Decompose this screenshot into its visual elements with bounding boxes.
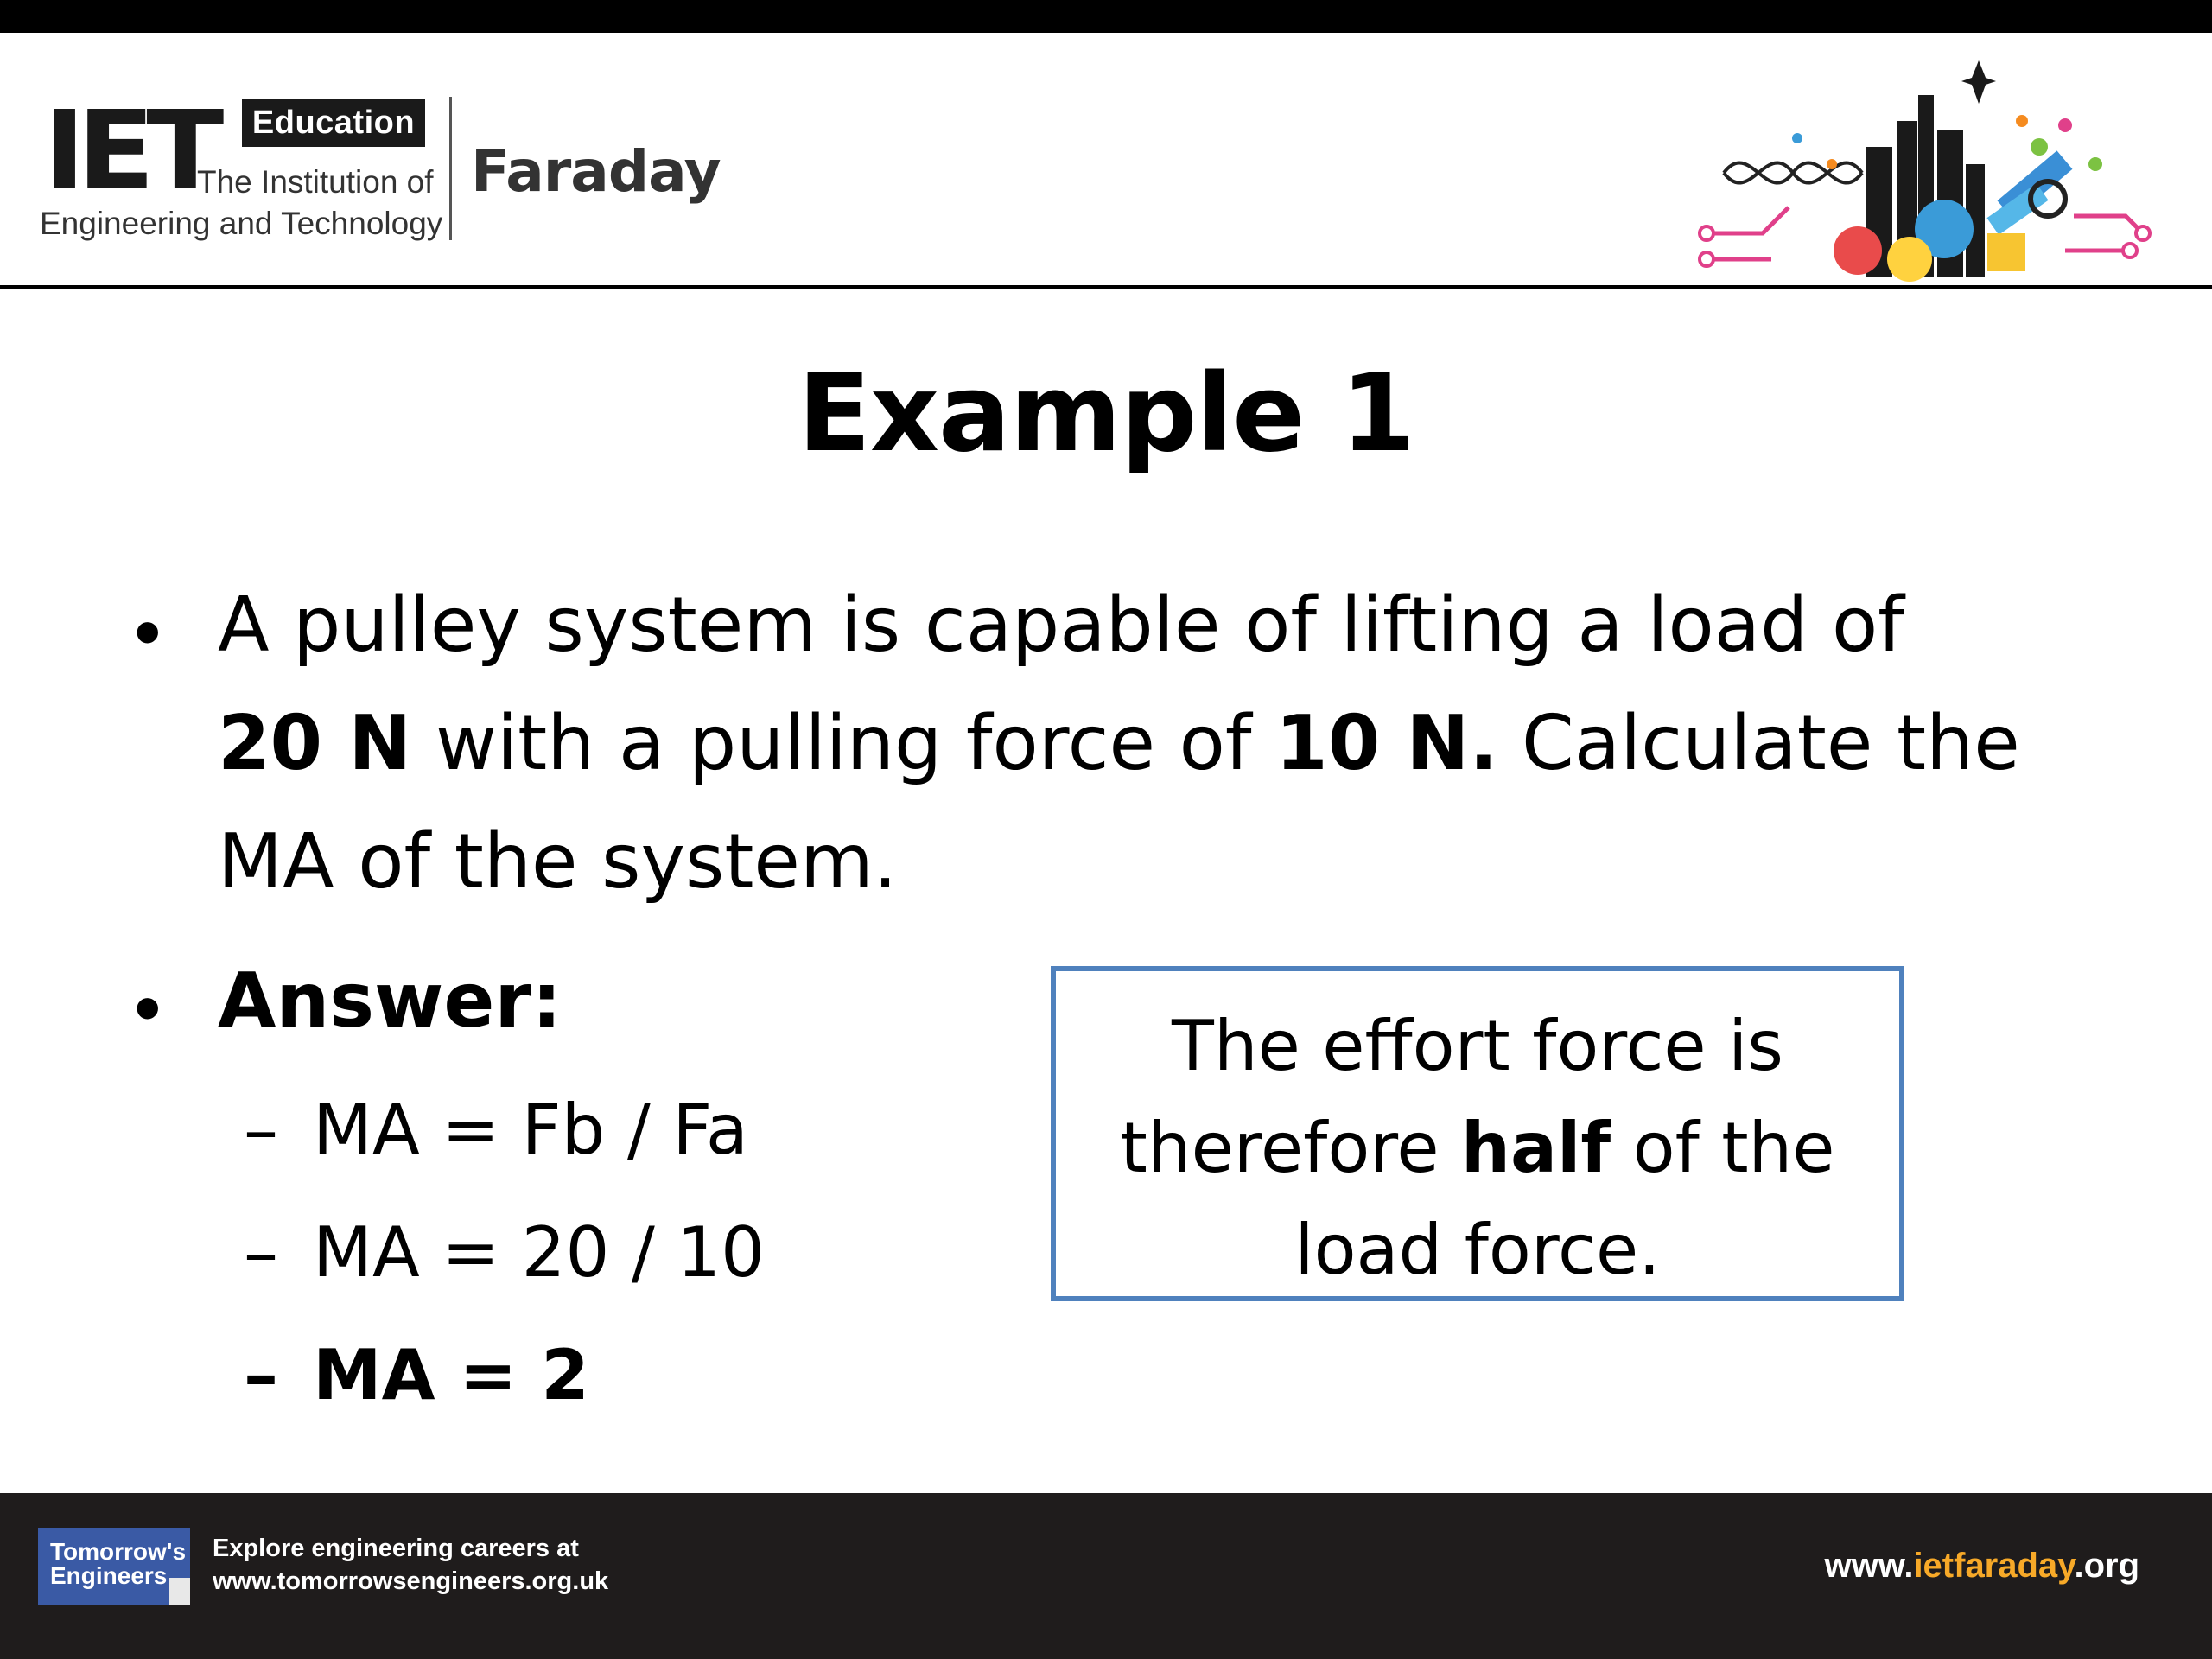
callout-line2-pre: therefore (1120, 1108, 1462, 1188)
tomorrows-engineers-logo-text (38, 1528, 190, 1605)
footer-careers-link[interactable]: www.tomorrowsengineers.org.uk (213, 1567, 609, 1595)
step-1 (244, 1090, 748, 1170)
step-dash: – (244, 1335, 278, 1415)
slide-title: Example 1 (798, 352, 1414, 476)
iet-logo-letters: IET (43, 87, 216, 214)
question-line2 (218, 684, 2020, 803)
step-text: MA = Fb / Fa (313, 1090, 748, 1170)
question-line3: MA of the system. (218, 817, 898, 906)
callout-text (1056, 995, 1899, 1301)
load-value: 20 N (218, 699, 412, 787)
url-prefix: www. (1824, 1547, 1914, 1585)
url-suffix: .org (2074, 1547, 2139, 1585)
explanation-callout-box (1051, 966, 1904, 1301)
logo-line2: Engineers (50, 1562, 168, 1589)
callout-line3: load force. (1294, 1210, 1661, 1290)
effort-value: 10 N. (1275, 699, 1498, 787)
faraday-website-link[interactable] (1824, 1547, 2139, 1586)
logo-divider (449, 97, 452, 240)
url-brand: ietfaraday (1913, 1547, 2075, 1585)
header-divider-line (0, 285, 2212, 289)
question-line1: A pulley system is capable of lifting a load of (218, 581, 1904, 669)
institution-name-line1: The Institution of (197, 164, 434, 200)
callout-emphasis: half (1461, 1108, 1611, 1188)
question-line2-end: Calculate the (1497, 699, 2020, 787)
answer-label: Answer: (218, 957, 563, 1045)
engineering-collage-icon (1659, 43, 2160, 289)
step-text: MA = 20 / 10 (313, 1212, 766, 1293)
logo-tab-icon (169, 1578, 190, 1605)
callout-line2 (1056, 1097, 1899, 1199)
tomorrows-engineers-logo (38, 1528, 190, 1605)
callout-line1: The effort force is (1172, 1006, 1783, 1086)
bullet-marker: • (134, 965, 162, 1052)
question-text (218, 566, 2020, 921)
faraday-wordmark: Faraday (471, 138, 721, 205)
footer-explore-text: Explore engineering careers at (213, 1535, 579, 1562)
callout-line2-post: of the (1611, 1108, 1835, 1188)
step-3-result (244, 1335, 589, 1415)
bullet-marker: • (134, 589, 162, 676)
top-black-bar (0, 0, 2212, 33)
logo-line1: Tomorrow's (50, 1538, 187, 1565)
step-2 (244, 1212, 766, 1293)
step-text: MA = 2 (313, 1335, 589, 1415)
question-line2-middle: with a pulling force of (411, 699, 1276, 787)
step-dash: – (244, 1090, 278, 1170)
step-dash: – (244, 1212, 278, 1293)
education-badge: Education (242, 99, 425, 147)
institution-name-line2: Engineering and Technology (40, 206, 443, 241)
